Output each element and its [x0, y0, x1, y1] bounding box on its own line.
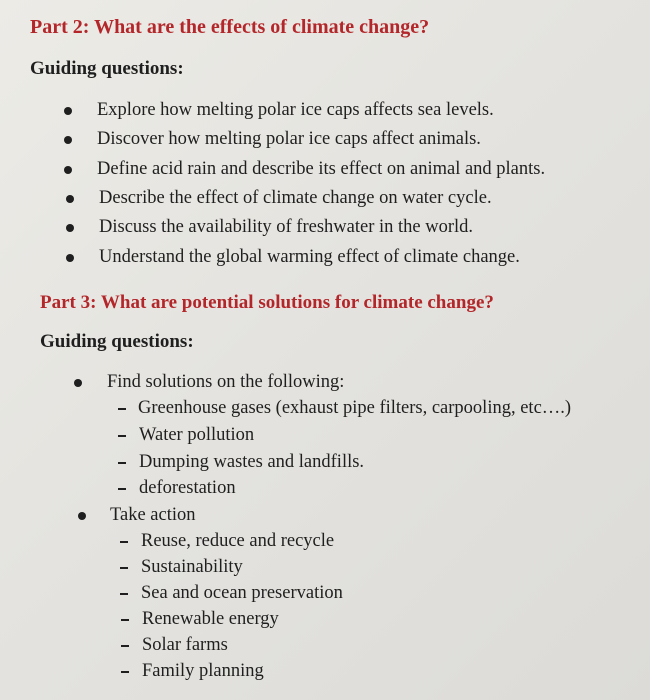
part2-item: Understand the global warming effect of climate change.	[99, 247, 520, 267]
part3-subitem: Dumping wastes and landfills.	[139, 452, 365, 472]
bullet-marker	[64, 136, 72, 144]
dash-marker	[121, 671, 129, 673]
bullet-marker	[66, 224, 74, 232]
part3-subitem: Greenhouse gases (exhaust pipe filters, carpooling, etc….)	[138, 398, 572, 418]
bullet-marker	[64, 166, 72, 174]
part2-label: Part 2:	[30, 16, 90, 38]
part3-subitem: Sea and ocean preservation	[141, 583, 343, 603]
part2-item: Describe the effect of climate change on water cycle.	[99, 188, 492, 208]
part3-subitem: Water pollution	[139, 425, 255, 445]
part3-item: Take action	[110, 505, 196, 525]
part2-title: What are the effects of climate change?	[94, 16, 430, 38]
dash-marker	[120, 593, 128, 595]
part3-subitem: deforestation	[139, 478, 236, 498]
part3-subitem: Renewable energy	[142, 609, 279, 629]
part3-heading	[40, 292, 494, 314]
part2-item: Discuss the availability of freshwater in the world.	[99, 217, 474, 237]
bullet-marker	[64, 107, 72, 115]
dash-marker	[118, 488, 126, 490]
bullet-marker	[66, 254, 74, 262]
part3-subitem: Sustainability	[141, 557, 243, 577]
dash-marker	[120, 541, 128, 543]
part3-subitem: Reuse, reduce and recycle	[141, 531, 335, 551]
dash-marker	[118, 435, 126, 437]
part3-label: Part 3:	[40, 292, 97, 313]
dash-marker	[118, 408, 126, 410]
bullet-marker	[78, 512, 86, 520]
part2-heading	[30, 16, 429, 39]
part3-title: What are potential solutions for climate change?	[100, 292, 494, 313]
bullet-marker	[66, 195, 74, 203]
part3-subitem: Solar farms	[142, 635, 228, 655]
part2-item: Explore how melting polar ice caps affects sea levels.	[97, 100, 494, 120]
part2-item: Define acid rain and describe its effect on animal and plants.	[97, 159, 546, 179]
dash-marker	[120, 567, 128, 569]
part3-subitem: Family planning	[142, 661, 264, 681]
dash-marker	[121, 619, 129, 621]
part2-item: Discover how melting polar ice caps affect animals.	[97, 129, 481, 149]
dash-marker	[118, 462, 126, 464]
bullet-marker	[74, 379, 82, 387]
dash-marker	[121, 645, 129, 647]
part3-item: Find solutions on the following:	[107, 372, 345, 392]
part2-guiding-heading: Guiding questions:	[30, 58, 184, 79]
part3-guiding-heading: Guiding questions:	[40, 331, 194, 352]
